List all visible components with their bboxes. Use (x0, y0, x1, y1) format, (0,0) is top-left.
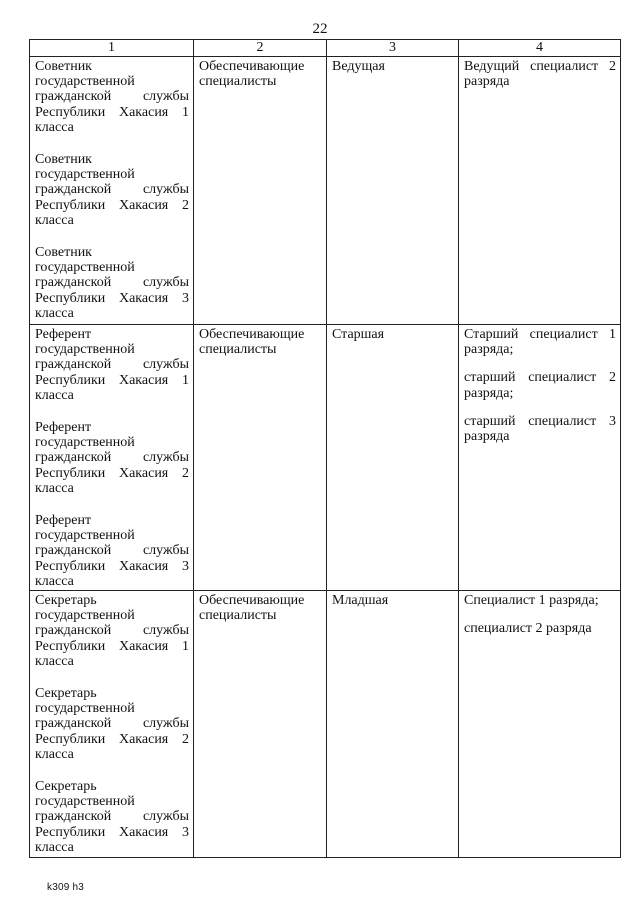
positions-table (29, 39, 621, 858)
position-cell (459, 591, 621, 858)
table-header-row (30, 40, 621, 57)
category-cell (194, 57, 327, 325)
class-rank-cell (30, 325, 194, 591)
position-entry: старший специалист 3 разряда (464, 413, 616, 445)
class-rank-cell (30, 591, 194, 858)
class-rank-entry: Референт государственной гражданской службы Республики Хакасия 1 класса (35, 327, 189, 403)
position-entry: специалист 2 разряда (464, 621, 592, 637)
class-rank-entry: Советник государственной гражданской службы Республики Хакасия 2 класса (35, 152, 189, 228)
group-cell (327, 591, 459, 858)
class-rank-entry: Референт государственной гражданской службы Республики Хакасия 3 класса (35, 513, 189, 589)
class-rank-entry: Секретарь государственной гражданской службы Республики Хакасия 1 класса (35, 593, 189, 669)
position-entry: старший специалист 2 разряда; (464, 370, 616, 401)
column-header-4: 4 (459, 40, 621, 57)
group-text: Младшая (332, 593, 389, 608)
group-cell (327, 325, 459, 591)
category-cell (194, 325, 327, 591)
category-text: Обеспечивающие специалисты (199, 327, 305, 358)
class-rank-entry: Советник государственной гражданской службы Республики Хакасия 1 класса (35, 59, 189, 135)
column-header-1: 1 (30, 40, 194, 57)
column-header-3: 3 (327, 40, 459, 57)
group-cell (327, 57, 459, 325)
position-entry: Старший специалист 1 разряда; (464, 327, 616, 358)
category-text: Обеспечивающие специалисты (199, 593, 305, 624)
position-entry: Ведущий специалист 2 разряда (464, 59, 616, 90)
position-entry: Специалист 1 разряда; (464, 593, 599, 608)
table-row (30, 57, 621, 325)
table-row (30, 325, 621, 591)
category-cell (194, 591, 327, 858)
footer-code: k309 h3 (47, 882, 84, 893)
group-text: Ведущая (332, 59, 385, 74)
class-rank-entry: Секретарь государственной гражданской службы Республики Хакасия 2 класса (35, 686, 189, 762)
category-text: Обеспечивающие специалисты (199, 59, 305, 90)
table-row (30, 591, 621, 858)
class-rank-entry: Секретарь государственной гражданской службы Республики Хакасия 3 класса (35, 779, 189, 855)
class-rank-entry: Советник государственной гражданской службы Республики Хакасия 3 класса (35, 245, 189, 321)
position-cell (459, 57, 621, 325)
class-rank-cell (30, 57, 194, 325)
group-text: Старшая (332, 327, 385, 342)
position-cell (459, 325, 621, 591)
column-header-2: 2 (194, 40, 327, 57)
class-rank-entry: Референт государственной гражданской службы Республики Хакасия 2 класса (35, 420, 189, 496)
page-number: 22 (312, 21, 328, 37)
